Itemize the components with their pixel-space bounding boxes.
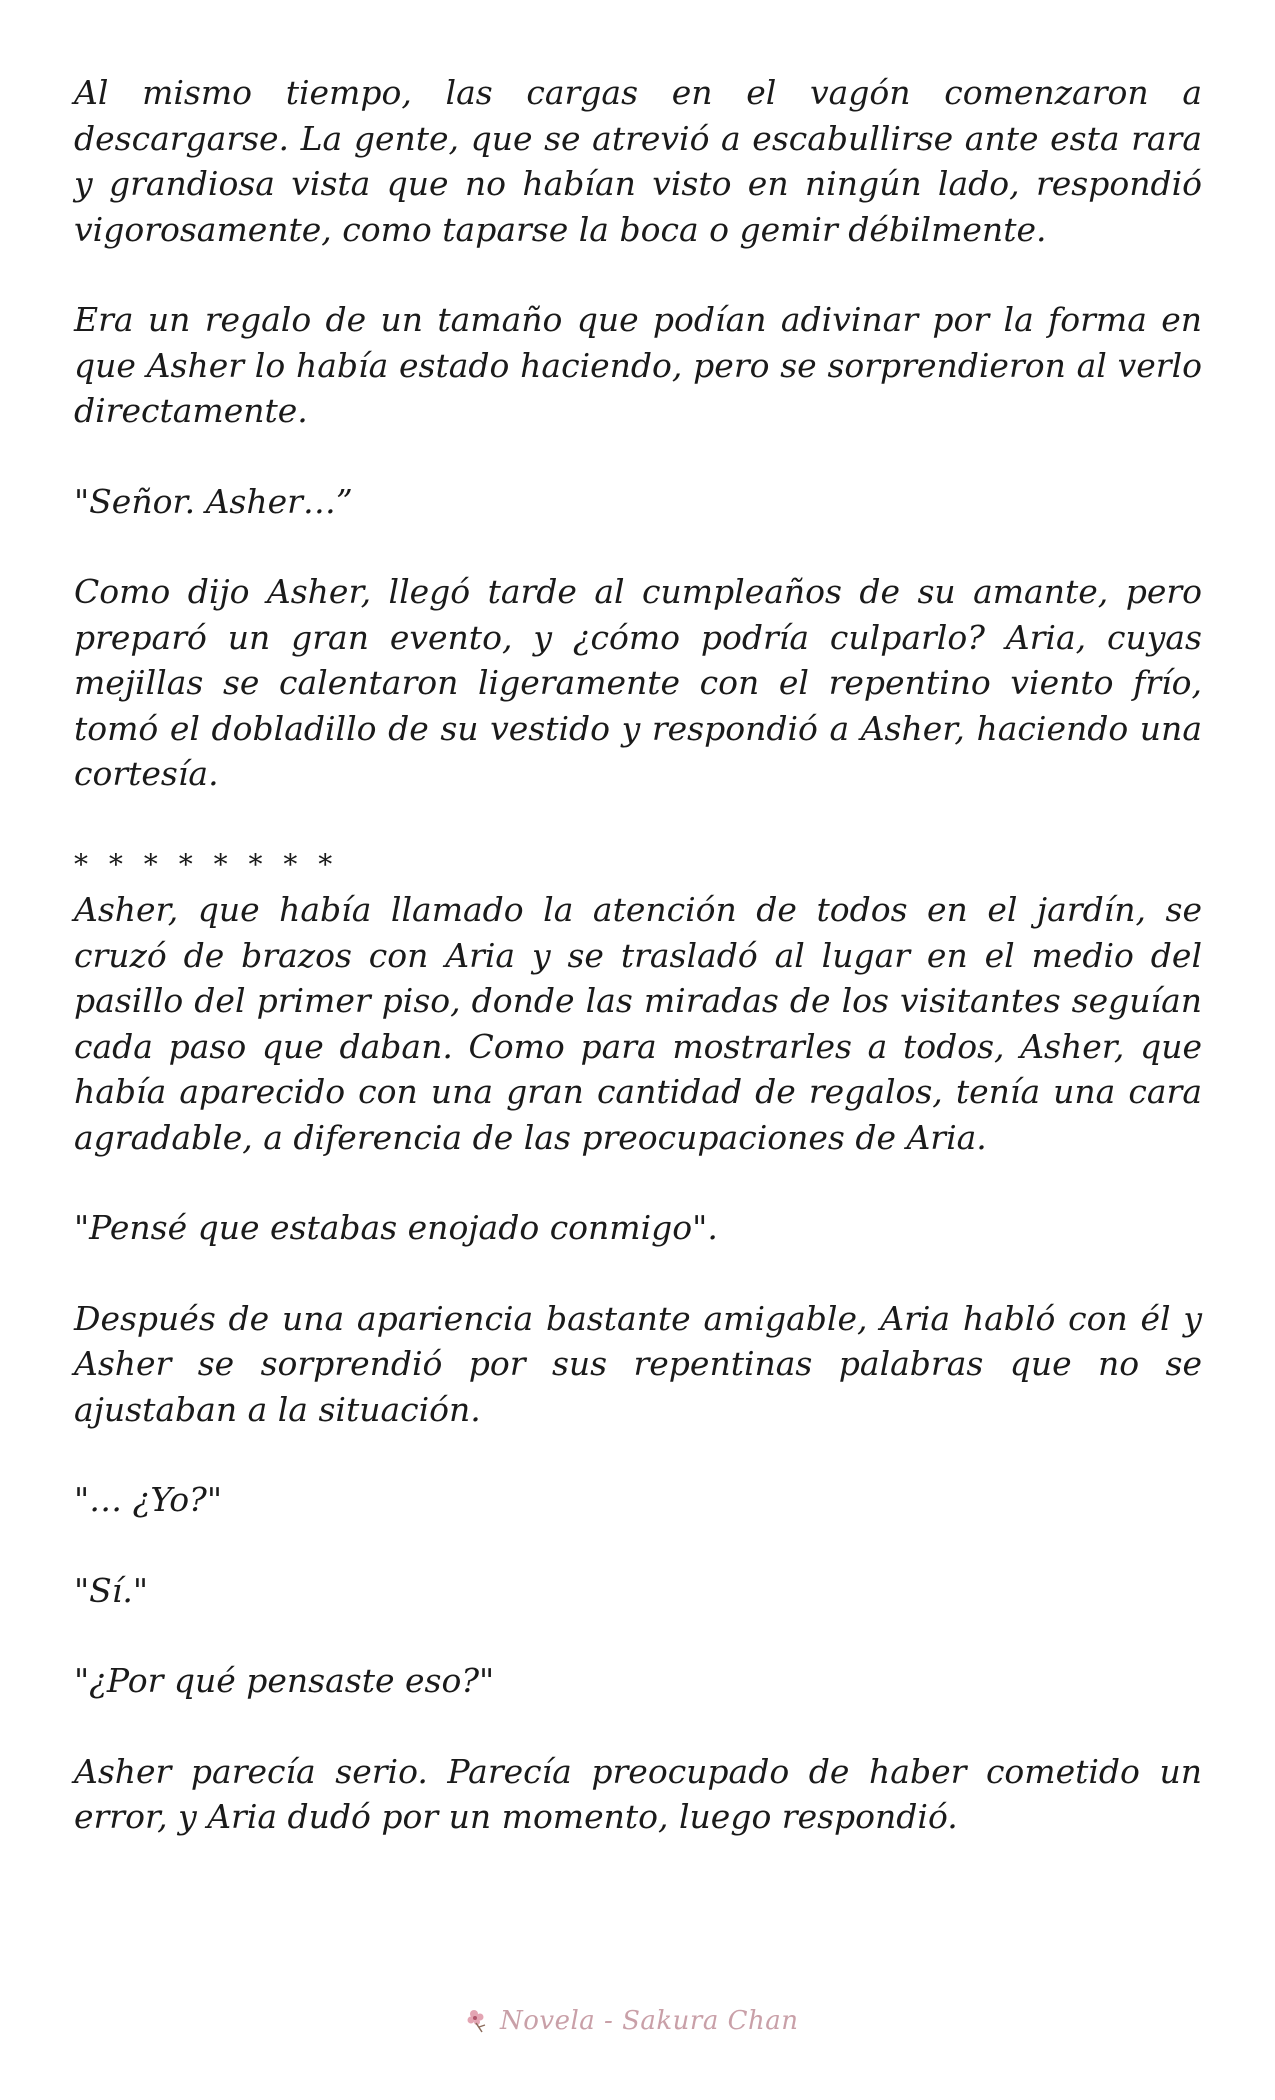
paragraph: Asher, que había llamado la atención de todos en el jardín, se cruzó de brazos con Aria y se trasladó al lugar en el medio del pasillo del primer piso, donde las miradas de los visitantes seguían cada paso que daban. Como para mostrarles a todos, Asher, que había aparecido con una gran cantidad de regalos, tenía una cara agradable, a diferencia de las preocupaciones de Aria. [74, 890, 1202, 1157]
paragraph-dialogue: "… ¿Yo?" [74, 1480, 223, 1519]
paragraph-dialogue: "Pensé que estabas enojado conmigo". [74, 1208, 718, 1247]
watermark [462, 1996, 799, 2046]
paragraph-dialogue: "¿Por qué pensaste eso?" [74, 1661, 495, 1700]
paragraph-dialogue: "Señor. Asher…” [74, 481, 353, 521]
paragraph: Después de una apariencia bastante amigable, Aria habló con él y Asher se sorprendió por sus repentinas palabras que no se ajustaban a la situación. [74, 1298, 1202, 1429]
document-body [74, 70, 1202, 1885]
paragraph: Asher parecía serio. Parecía preocupado de haber cometido un error, y Aria dudó por un momento, luego respondió. [74, 1751, 1202, 1836]
paragraph: Como dijo Asher, llegó tarde al cumpleaños de su amante, pero preparó un gran evento, y ¿cómo podría culparlo? Aria, cuyas mejillas se calentaron ligeramente con el repentino viento frío, tomó el dobladillo de su vestido y respondió a Asher, haciendo una cortesía. [74, 572, 1202, 793]
watermark-text: Novela - Sakura Chan [500, 2006, 799, 2036]
paragraph-dialogue: "Sí." [74, 1570, 149, 1610]
paragraph: Era un regalo de un tamaño que podían adivinar por la forma en que Asher lo había estado haciendo, pero se sorprendieron al verlo directamente. [74, 300, 1202, 430]
paragraph: Al mismo tiempo, las cargas en el vagón comenzaron a descargarse. La gente, que se atrevió a escabullirse ante esta rara y grandiosa vista que no habían visto en ningún lado, respondió vigorosamente, como taparse la boca o gemir débilmente. [74, 73, 1202, 249]
scene-separator: * * * * * * * * [74, 847, 339, 881]
cherry-blossom-icon [462, 2006, 492, 2036]
